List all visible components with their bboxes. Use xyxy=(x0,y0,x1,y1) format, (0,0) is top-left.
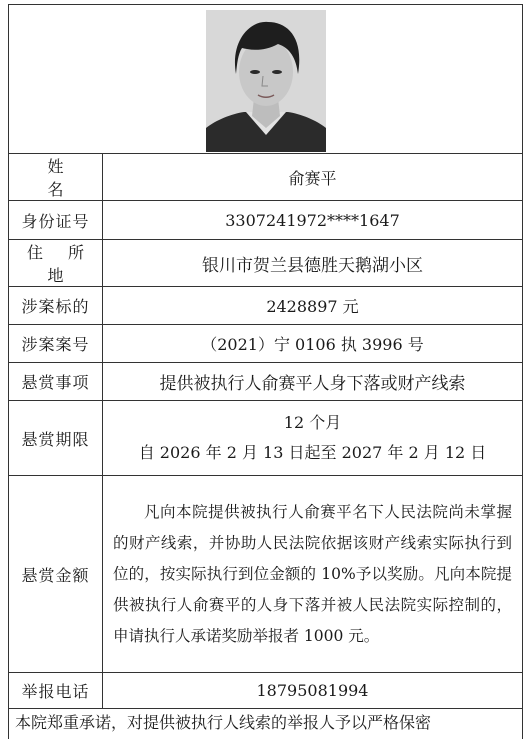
id-value: 3307241972****1647 xyxy=(103,201,523,240)
reward-value xyxy=(103,476,523,673)
confidentiality-statement: 本院郑重承诺，对提供被执行人线索的举报人予以严格保密 xyxy=(8,708,523,739)
reward-paragraph: 凡向本院提供被执行人俞赛平名下人民法院尚未掌握的财产线索，并协助人民法院依据该财产线索实际执行到位的，按实际执行到位金额的 10%予以奖励。凡向本院提供被执行人俞赛平的人身下落并被人民法院实际控制的，申请执行人承诺奖励举报者 1000 元。 xyxy=(113,502,512,645)
period-value xyxy=(103,401,523,476)
case-number-label: 涉案案号 xyxy=(9,325,103,363)
case-number-value: （2021）宁 0106 执 3996 号 xyxy=(103,325,523,363)
notice-table xyxy=(8,4,523,709)
name-value: 俞赛平 xyxy=(103,154,523,201)
portrait-photo xyxy=(206,10,326,152)
address-label: 住 所 地 xyxy=(9,240,103,287)
phone-label: 举报电话 xyxy=(9,673,103,709)
id-label: 身份证号 xyxy=(9,201,103,240)
matter-value: 提供被执行人俞赛平人身下落或财产线索 xyxy=(103,363,523,401)
period-range: 自 2026 年 2 月 13 日起至 2027 年 2 月 12 日 xyxy=(138,443,487,462)
amount-label: 涉案标的 xyxy=(9,287,103,325)
phone-value: 18795081994 xyxy=(103,673,523,709)
photo-cell xyxy=(9,5,523,154)
reward-label: 悬赏金额 xyxy=(9,476,103,673)
amount-value: 2428897 元 xyxy=(103,287,523,325)
address-value: 银川市贺兰县德胜天鹅湖小区 xyxy=(103,240,523,287)
matter-label: 悬赏事项 xyxy=(9,363,103,401)
period-label: 悬赏期限 xyxy=(9,401,103,476)
period-duration: 12 个月 xyxy=(283,413,342,432)
name-label: 姓 名 xyxy=(9,154,103,201)
